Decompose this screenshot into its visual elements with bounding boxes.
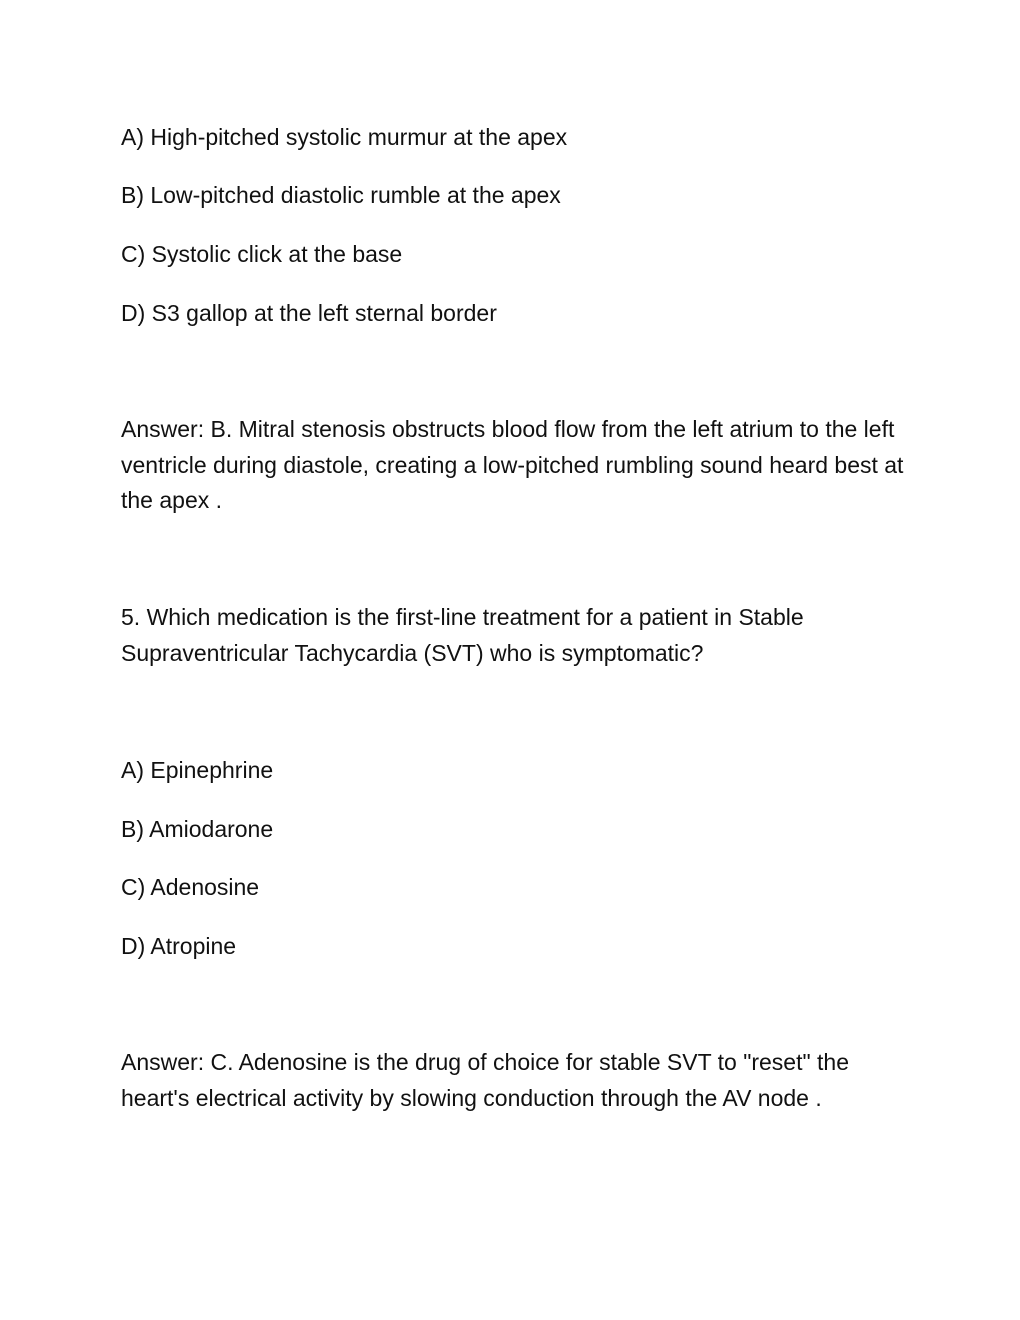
q5-option-c: C) Adenosine bbox=[121, 874, 260, 900]
q4-answer: Answer: B. Mitral stenosis obstructs blood flow from the left atrium to the left ventricle during diastole, creating a low-pitched rumbling sound heard best at the apex . bbox=[121, 416, 904, 513]
q4-option-d: D) S3 gallop at the left sternal border bbox=[121, 300, 497, 326]
q5-answer: Answer: C. Adenosine is the drug of choice for stable SVT to "reset" the heart's electrical activity by slowing conduction through the AV node . bbox=[121, 1049, 850, 1111]
q5-option-d: D) Atropine bbox=[121, 933, 237, 959]
q4-option-b: B) Low-pitched diastolic rumble at the apex bbox=[121, 182, 561, 208]
q5-option-a: A) Epinephrine bbox=[121, 757, 274, 783]
q4-option-a: A) High-pitched systolic murmur at the apex bbox=[121, 124, 568, 150]
q5-question: 5. Which medication is the first-line treatment for a patient in Stable Supraventricular Tachycardia (SVT) who is symptomatic? bbox=[121, 604, 804, 666]
q4-option-c: C) Systolic click at the base bbox=[121, 241, 403, 267]
q5-option-b: B) Amiodarone bbox=[121, 816, 274, 842]
